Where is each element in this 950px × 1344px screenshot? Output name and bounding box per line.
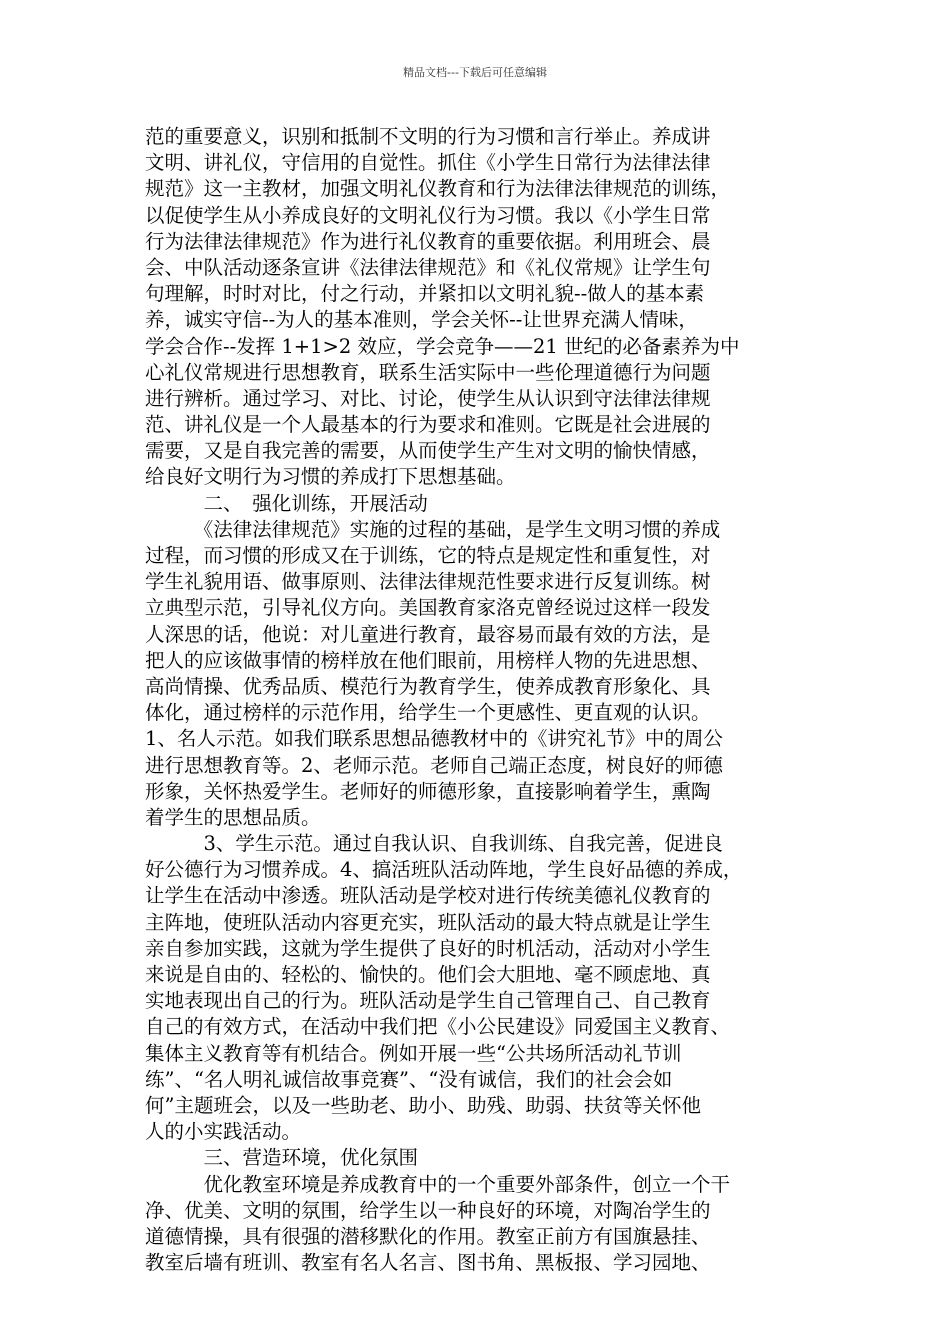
text-line: 给良好文明行为习惯的养成打下思想基础。: [145, 465, 516, 489]
text-line: 学生礼貌用语、做事原则、法律法律规范性要求进行反复训练。树: [145, 570, 711, 594]
text-line: 集体主义教育等有机结合。例如开展一些“公共场所活动礼节训: [145, 1041, 682, 1065]
text-line: 二、 强化训练，开展活动: [145, 491, 428, 515]
text-line: 学会合作--发挥 1+1>2 效应，学会竞争——21 世纪的必备素养为中: [145, 334, 740, 358]
text-line: 来说是自由的、轻松的、愉快的。他们会大胆地、毫不顾虑地、真: [145, 963, 711, 986]
text-line: 进行辨析。通过学习、对比、讨论，使学生从认识到守法律法律规: [145, 386, 711, 410]
text-line: 主阵地，使班队活动内容更充实，班队活动的最大特点就是让学生: [145, 910, 711, 934]
text-line: 高尚情操、优秀品质、模范行为教育学生，使养成教育形象化、具: [145, 674, 711, 698]
text-line: 净、优美、文明的氛围，给学生以一种良好的环境，对陶冶学生的: [145, 1198, 711, 1222]
text-line: 文明、讲礼仪，守信用的自觉性。抓住《小学生日常行为法律法律: [145, 151, 711, 175]
text-line: 形象，关怀热爱学生。老师好的师德形象，直接影响着学生，熏陶: [145, 779, 711, 803]
text-line: 范的重要意义，识别和抵制不文明的行为习惯和言行举止。养成讲: [145, 125, 711, 148]
text-line: 心礼仪常规进行思想教育，联系生活实际中一些伦理道德行为问题: [145, 360, 711, 384]
text-line: 需要，又是自我完善的需要，从而使学生产生对文明的愉快情感，: [145, 439, 711, 463]
text-line: 立典型示范，引导礼仪方向。美国教育家洛克曾经说过这样一段发: [145, 596, 711, 620]
text-line: 规范》这一主教材，加强文明礼仪教育和行为法律法律规范的训练，: [145, 177, 731, 201]
text-line: 3、学生示范。通过自我认识、自我训练、自我完善，促进良: [145, 832, 723, 856]
text-line: 行为法律法律规范》作为进行礼仪教育的重要依据。利用班会、晨: [145, 229, 711, 253]
text-line: 着学生的思想品质。: [145, 805, 321, 829]
text-line: 把人的应该做事情的榜样放在他们眼前，用榜样人物的先进思想、: [145, 648, 711, 672]
text-line: 教室后墙有班训、教室有名人名言、图书角、黑板报、学习园地、: [145, 1251, 711, 1275]
text-line: 优化教室环境是养成教育中的一个重要外部条件，创立一个干: [145, 1172, 731, 1196]
text-line: 亲自参加实践，这就为学生提供了良好的时机活动，活动对小学生: [145, 936, 711, 960]
text-line: 过程，而习惯的形成又在于训练，它的特点是规定性和重复性，对: [145, 544, 711, 567]
text-line: 范、讲礼仪是一个人最基本的行为要求和准则。它既是社会进展的: [145, 413, 711, 437]
text-line: 《法律法律规范》实施的过程的基础，是学生文明习惯的养成: [145, 517, 721, 541]
page-header: 精品文档---下载后可任意编辑: [403, 66, 547, 79]
text-line: 以促使学生从小养成良好的文明礼仪行为习惯。我以《小学生日常: [145, 203, 711, 227]
text-line: 练”、“名人明礼诚信故事竞赛”、“没有诚信，我们的社会会如: [145, 1067, 673, 1091]
text-line: 三、营造环境，优化氛围: [145, 1146, 419, 1170]
text-line: 何”主题班会，以及一些助老、助小、助残、助弱、扶贫等关怀他: [145, 1093, 701, 1117]
text-line: 道德情操，具有很强的潜移默化的作用。教室正前方有国旗悬挂、: [145, 1224, 711, 1248]
text-line: 人的小实践活动。: [145, 1120, 302, 1144]
document-body: [145, 124, 825, 1276]
text-line: 人深思的话，他说：对儿童进行教育，最容易而最有效的方法，是: [145, 622, 711, 646]
text-line: 体化，通过榜样的示范作用，给学生一个更感性、更直观的认识。: [145, 701, 711, 725]
text-line: 实地表现出自己的行为。班队活动是学生自己管理自己、自己教育: [145, 989, 711, 1013]
text-line: 1、名人示范。如我们联系思想品德教材中的《讲究礼节》中的周公: [145, 727, 723, 751]
text-line: 会、中队活动逐条宣讲《法律法律规范》和《礼仪常规》让学生句: [145, 255, 711, 279]
text-line: 自己的有效方式，在活动中我们把《小公民建设》同爱国主义教育、: [145, 1015, 731, 1039]
text-line: 让学生在活动中渗透。班队活动是学校对进行传统美德礼仪教育的: [145, 884, 711, 908]
text-line: 进行思想教育等。2、老师示范。老师自己端正态度，树良好的师德: [145, 753, 723, 777]
text-line: 养，诚实守信--为人的基本准则，学会关怀--让世界充满人情味，: [145, 308, 698, 332]
text-line: 好公德行为习惯养成。4、搞活班队活动阵地，学生良好品德的养成，: [145, 858, 743, 882]
text-line: 句理解，时时对比，付之行动，并紧扣以文明礼貌--做人的基本素: [145, 282, 705, 306]
